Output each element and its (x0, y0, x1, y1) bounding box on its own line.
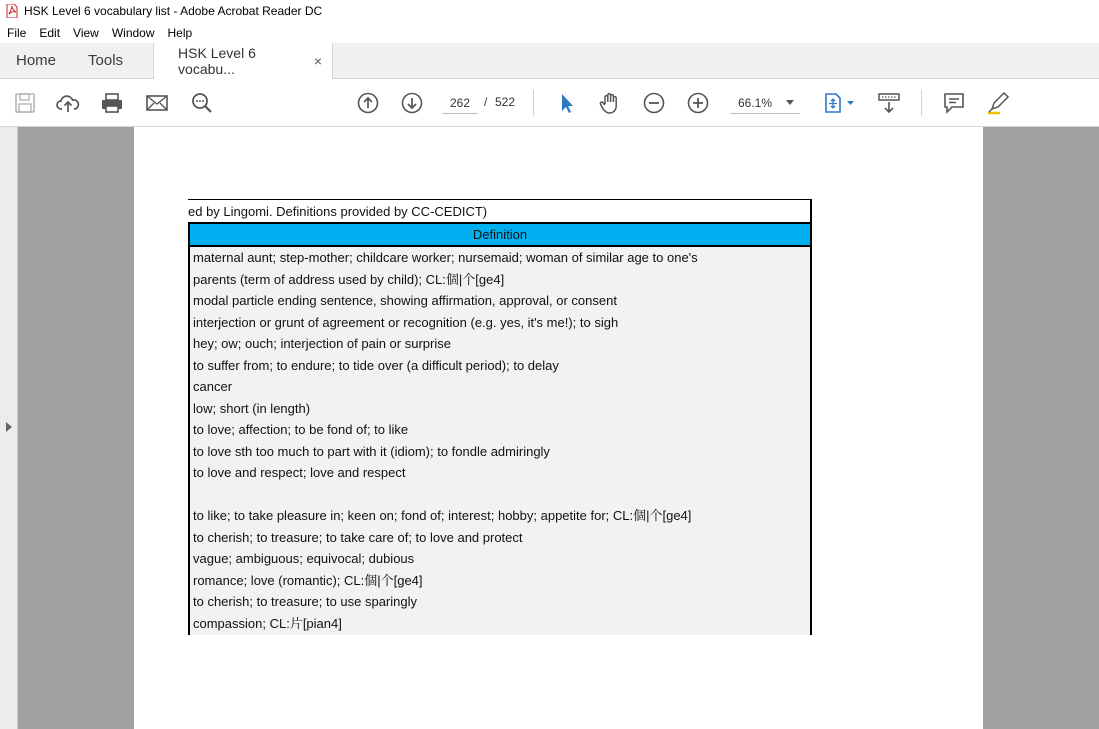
definition-row: to love and respect; love and respect (193, 465, 406, 480)
zoom-out-icon[interactable] (642, 91, 666, 115)
fit-page-icon[interactable] (822, 91, 858, 115)
menu-help[interactable]: Help (167, 25, 193, 40)
current-page-input[interactable]: 262 (442, 92, 478, 114)
menu-view[interactable]: View (73, 25, 99, 40)
source-credit-line: ed by Lingomi. Definitions provided by CC-CEDICT) (188, 199, 812, 222)
page-up-icon[interactable] (356, 91, 380, 115)
comment-icon[interactable] (942, 91, 966, 115)
cloud-upload-icon[interactable] (56, 91, 80, 115)
definition-row: to suffer from; to endure; to tide over (a difficult period); to delay (193, 357, 559, 373)
definition-row: to like; to take pleasure in; keen on; fond of; interest; hobby; appetite for; CL:個|个[ge4] (193, 508, 692, 523)
toolbar (0, 79, 1099, 127)
definition-row: interjection or grunt of agreement or recognition (e.g. yes, it's me!); to sigh (193, 314, 619, 330)
definition-row: modal particle ending sentence, showing affirmation, approval, or consent (193, 293, 617, 308)
email-icon[interactable] (145, 91, 169, 115)
chevron-down-icon (786, 100, 794, 105)
menu-bar (0, 22, 1099, 43)
select-cursor-icon[interactable] (554, 91, 578, 115)
acrobat-pdf-icon (6, 4, 18, 18)
definition-row: maternal aunt; step-mother; childcare worker; nursemaid; woman of similar age to one's (193, 250, 698, 265)
definition-row: cancer (193, 379, 233, 394)
definition-list (188, 247, 812, 635)
definition-row: to cherish; to treasure; to take care of; to love and protect (193, 529, 523, 545)
highlight-pen-icon[interactable] (986, 91, 1010, 115)
navigation-pane-toggle[interactable] (0, 127, 18, 729)
definition-row: to love sth too much to part with it (idiom); to fondle admiringly (193, 443, 550, 459)
definition-row (190, 484, 810, 506)
toolbar-divider (533, 90, 534, 116)
tab-bar (0, 43, 1099, 79)
total-pages: 522 (495, 95, 516, 109)
read-mode-icon[interactable] (877, 91, 901, 115)
save-icon[interactable] (13, 91, 37, 115)
hand-tool-icon[interactable] (598, 91, 622, 115)
tab-document[interactable] (153, 43, 333, 79)
definition-row: romance; love (romantic); CL:個|个[ge4] (193, 572, 423, 588)
print-icon[interactable] (100, 91, 124, 115)
menu-file[interactable]: File (7, 25, 27, 40)
zoom-level-value: 66.1% (738, 95, 773, 110)
definition-column-header: Definition (188, 222, 812, 247)
title-bar (0, 0, 1099, 22)
window-title: HSK Level 6 vocabulary list - Adobe Acrobat Reader DC (24, 4, 323, 18)
definition-row: compassion; CL:片[pian4] (193, 615, 342, 631)
definition-row: vague; ambiguous; equivocal; dubious (193, 551, 415, 566)
definition-row: to love; affection; to be fond of; to like (193, 422, 409, 437)
menu-edit[interactable]: Edit (39, 25, 61, 40)
tab-document-label: HSK Level 6 vocabu... (178, 45, 256, 77)
zoom-level-select[interactable] (730, 92, 800, 114)
find-icon[interactable] (190, 91, 214, 115)
tab-home[interactable]: Home (16, 52, 57, 69)
page-down-icon[interactable] (400, 91, 424, 115)
chevron-right-icon (6, 422, 12, 432)
tab-tools[interactable]: Tools (88, 52, 124, 69)
definition-row: low; short (in length) (193, 400, 311, 416)
zoom-in-icon[interactable] (686, 91, 710, 115)
page-separator: / (484, 95, 488, 109)
definition-row: parents (term of address used by child); CL:個|个[ge4] (193, 271, 505, 287)
menu-window[interactable]: Window (111, 25, 155, 40)
definition-row: hey; ow; ouch; interjection of pain or surprise (193, 336, 451, 351)
definition-row: to cherish; to treasure; to use sparingly (193, 594, 418, 609)
toolbar-divider (921, 90, 922, 116)
close-tab-icon[interactable]: × (313, 53, 323, 69)
